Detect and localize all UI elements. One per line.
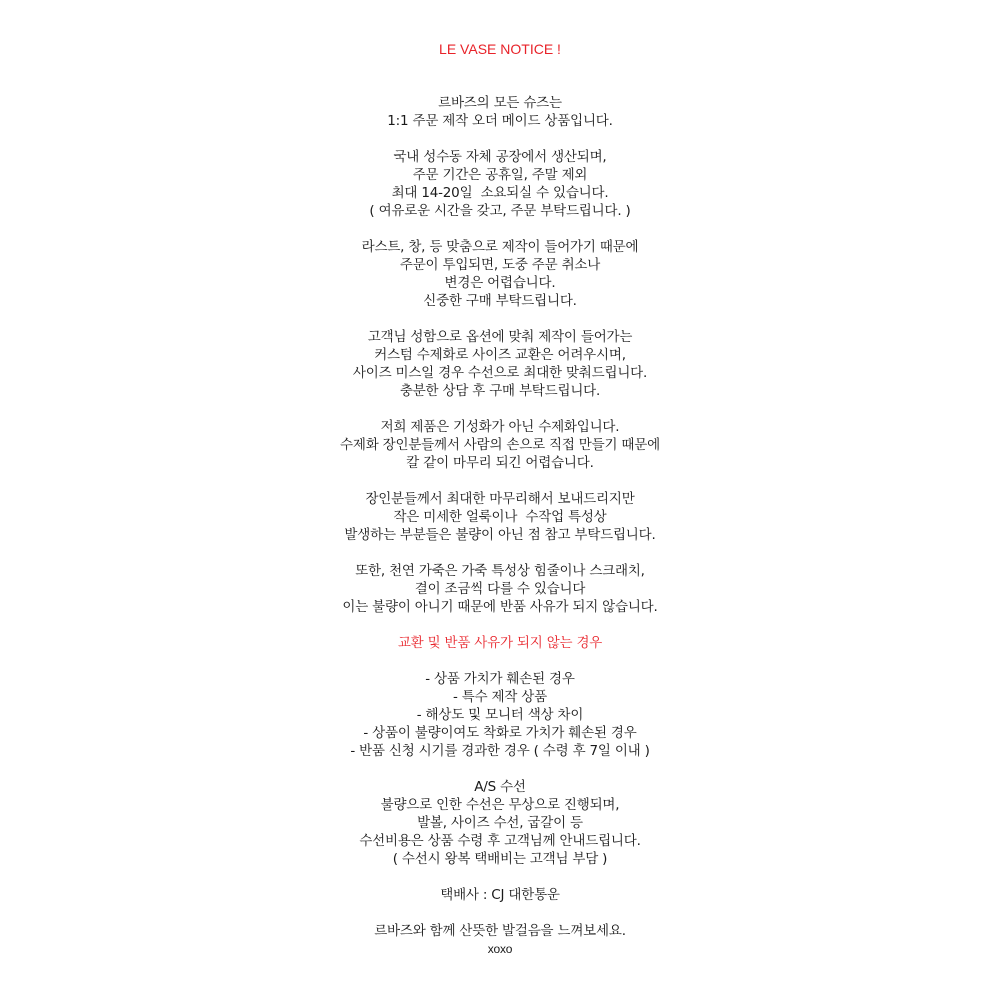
section-finishing bbox=[0, 490, 1000, 544]
text-line: 저희 제품은 기성화가 아닌 수제화입니다. bbox=[380, 419, 620, 435]
text-line: 충분한 상담 후 구매 부탁드립니다. bbox=[399, 383, 601, 399]
text-line: 사이즈 미스일 경우 수선으로 최대한 맞춰드립니다. bbox=[352, 365, 648, 381]
text-line: 장인분들께서 최대한 마무리해서 보내드리지만 bbox=[365, 491, 635, 507]
text-line: 신중한 구매 부탁드립니다. bbox=[423, 293, 577, 309]
no-return-heading: 교환 및 반품 사유가 되지 않는 경우 bbox=[397, 635, 603, 651]
text-line: 또한, 천연 가죽은 가죽 특성상 힘줄이나 스크래치, bbox=[355, 563, 645, 579]
text-line: 발생하는 부분들은 불량이 아닌 점 참고 부탁드립니다. bbox=[344, 527, 656, 543]
section-intro bbox=[0, 94, 1000, 130]
text-line: 1:1 주문 제작 오더 메이드 상품입니다. bbox=[387, 113, 613, 129]
section-no-return-heading bbox=[0, 634, 1000, 652]
text-line: 커스텀 수제화로 사이즈 교환은 어려우시며, bbox=[374, 347, 626, 363]
text-line: ( 수선시 왕복 택배비는 고객님 부담 ) bbox=[392, 851, 608, 867]
section-no-return-list bbox=[0, 670, 1000, 760]
list-item: - 특수 제작 상품 bbox=[453, 689, 547, 705]
signoff bbox=[0, 940, 1000, 958]
signoff-text: xoxo bbox=[487, 942, 513, 956]
section-handmade bbox=[0, 418, 1000, 472]
section-size-exchange bbox=[0, 328, 1000, 400]
text-line: ( 여유로운 시간을 갖고, 주문 부탁드립니다. ) bbox=[369, 203, 631, 219]
text-line: 이는 불량이 아니기 때문에 반품 사유가 되지 않습니다. bbox=[342, 599, 658, 615]
text-line: 변경은 어렵습니다. bbox=[444, 275, 556, 291]
section-courier bbox=[0, 886, 1000, 904]
closing-line: 르바즈와 함께 산뜻한 발걸음을 느껴보세요. bbox=[374, 923, 626, 939]
courier-line: 택배사 : CJ 대한통운 bbox=[440, 887, 560, 903]
text-line: 작은 미세한 얼룩이나 수작업 특성상 bbox=[393, 509, 607, 525]
text-line: 라스트, 창, 등 맞춤으로 제작이 들어가기 때문에 bbox=[361, 239, 639, 255]
text-line: 고객님 성함으로 옵션에 맞춰 제작이 들어가는 bbox=[367, 329, 633, 345]
section-production bbox=[0, 148, 1000, 220]
text-line: 수제화 장인분들께서 사람의 손으로 직접 만들기 때문에 bbox=[340, 437, 660, 453]
section-closing bbox=[0, 922, 1000, 940]
list-item: - 반품 신청 시기를 경과한 경우 ( 수령 후 7일 이내 ) bbox=[350, 743, 650, 759]
text-line: 수선비용은 상품 수령 후 고객님께 안내드립니다. bbox=[359, 833, 641, 849]
list-item: - 해상도 및 모니터 색상 차이 bbox=[416, 707, 584, 723]
section-leather bbox=[0, 562, 1000, 616]
text-line: 주문이 투입되면, 도중 주문 취소나 bbox=[399, 257, 601, 273]
section-repair bbox=[0, 778, 1000, 868]
text-line: 칼 같이 마무리 되긴 어렵습니다. bbox=[406, 455, 594, 471]
text-line: 발볼, 사이즈 수선, 굽갈이 등 bbox=[417, 815, 583, 831]
section-cancellation bbox=[0, 238, 1000, 310]
notice-title: LE VASE NOTICE ! bbox=[439, 41, 561, 57]
list-item: - 상품 가치가 훼손된 경우 bbox=[425, 671, 575, 687]
text-line: 주문 기간은 공휴일, 주말 제외 bbox=[412, 167, 588, 183]
text-line: 르바즈의 모든 슈즈는 bbox=[438, 95, 562, 111]
text-line: 최대 14-20일 소요되실 수 있습니다. bbox=[391, 185, 609, 201]
text-line: A/S 수선 bbox=[474, 779, 526, 795]
text-line: 국내 성수동 자체 공장에서 생산되며, bbox=[393, 149, 607, 165]
list-item: - 상품이 불량이여도 착화로 가치가 훼손된 경우 bbox=[363, 725, 637, 741]
text-line: 결이 조금씩 다를 수 있습니다 bbox=[414, 581, 586, 597]
text-line: 불량으로 인한 수선은 무상으로 진행되며, bbox=[380, 797, 620, 813]
